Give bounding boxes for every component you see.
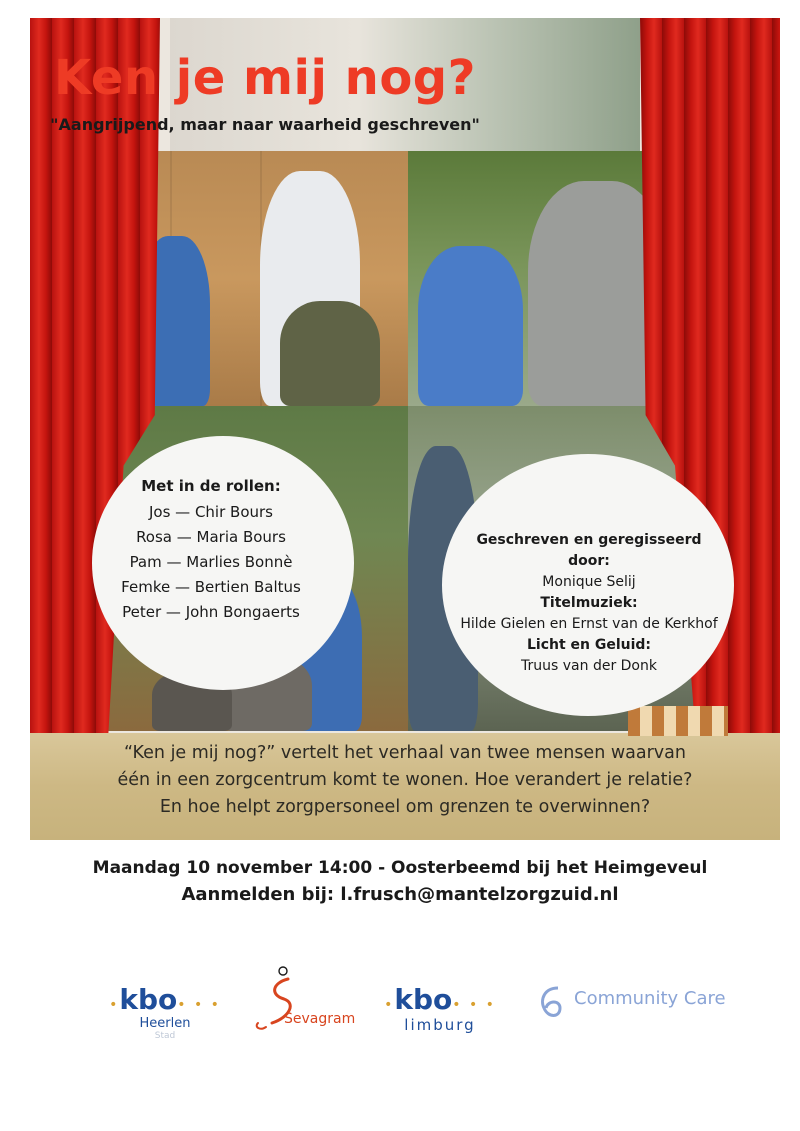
community-care-logo (536, 982, 756, 1032)
credits-written-heading: Geschreven en geregisseerd door: (476, 532, 702, 569)
kbo-limburg-logo-text: kbo (394, 983, 453, 1016)
kbo-heerlen-logo: •kbo• • • Heerlen Stad (100, 983, 230, 1041)
description-line: En hoe helpt zorgpersoneel om grenzen te overwinnen? (159, 797, 651, 817)
sevagram-logo-text: Sevagram (284, 1011, 356, 1027)
kbo-heerlen-sub: Heerlen (139, 1016, 191, 1031)
credits-music-name: Hilde Gielen en Ernst van de Kerkhof (460, 616, 718, 632)
event-details: Maandag 10 november 14:00 - Oosterbeemd bij het Heimgeveul (92, 858, 708, 878)
kbo-heerlen-sub2: Stad (154, 1031, 176, 1041)
credits-written-name: Monique Selij (542, 574, 636, 590)
kbo-heerlen-logo-text: kbo (119, 983, 178, 1016)
credits-music-heading: Titelmuziek: (540, 595, 638, 611)
register-line (0, 884, 800, 905)
community-care-logo-text: Community Care (574, 988, 726, 1009)
kbo-limburg-logo: •kbo• • • limburg (370, 983, 510, 1034)
register-label: Aanmelden bij: (181, 884, 335, 905)
photo-couple-outdoor (408, 151, 680, 406)
cast-member: Pam — Marlies Bonnè (129, 553, 293, 571)
cast-member: Rosa — Maria Bours (136, 528, 286, 546)
register-email-link[interactable]: l.frusch@mantelzorgzuid.nl (340, 884, 619, 905)
credits-light-name: Truus van der Donk (521, 658, 657, 674)
credits-block (458, 530, 720, 677)
poster-subtitle: "Aangrijpend, maar naar waarheid geschreven" (50, 115, 480, 134)
sevagram-logo (250, 965, 356, 1035)
cast-member: Jos — Chir Bours (149, 503, 273, 521)
chess-board (628, 706, 728, 736)
poster (30, 18, 780, 840)
credits-light-heading: Licht en Geluid: (526, 637, 652, 653)
cast-member: Femke — Bertien Baltus (121, 578, 301, 596)
cast-member: Peter — John Bongaerts (122, 603, 300, 621)
cast-list (92, 500, 330, 625)
description-line: één in een zorgcentrum komt te wonen. Hoe verandert je relatie? (117, 770, 693, 790)
community-care-mark-icon (536, 982, 566, 1026)
kbo-limburg-sub: limburg (404, 1016, 476, 1034)
poster-title: Ken je mij nog? (54, 50, 476, 106)
cast-heading: Met in de rollen: (141, 477, 281, 495)
description-line: “Ken je mij nog?” vertelt het verhaal van twee mensen waarvan (124, 743, 686, 763)
description-text (30, 740, 780, 821)
